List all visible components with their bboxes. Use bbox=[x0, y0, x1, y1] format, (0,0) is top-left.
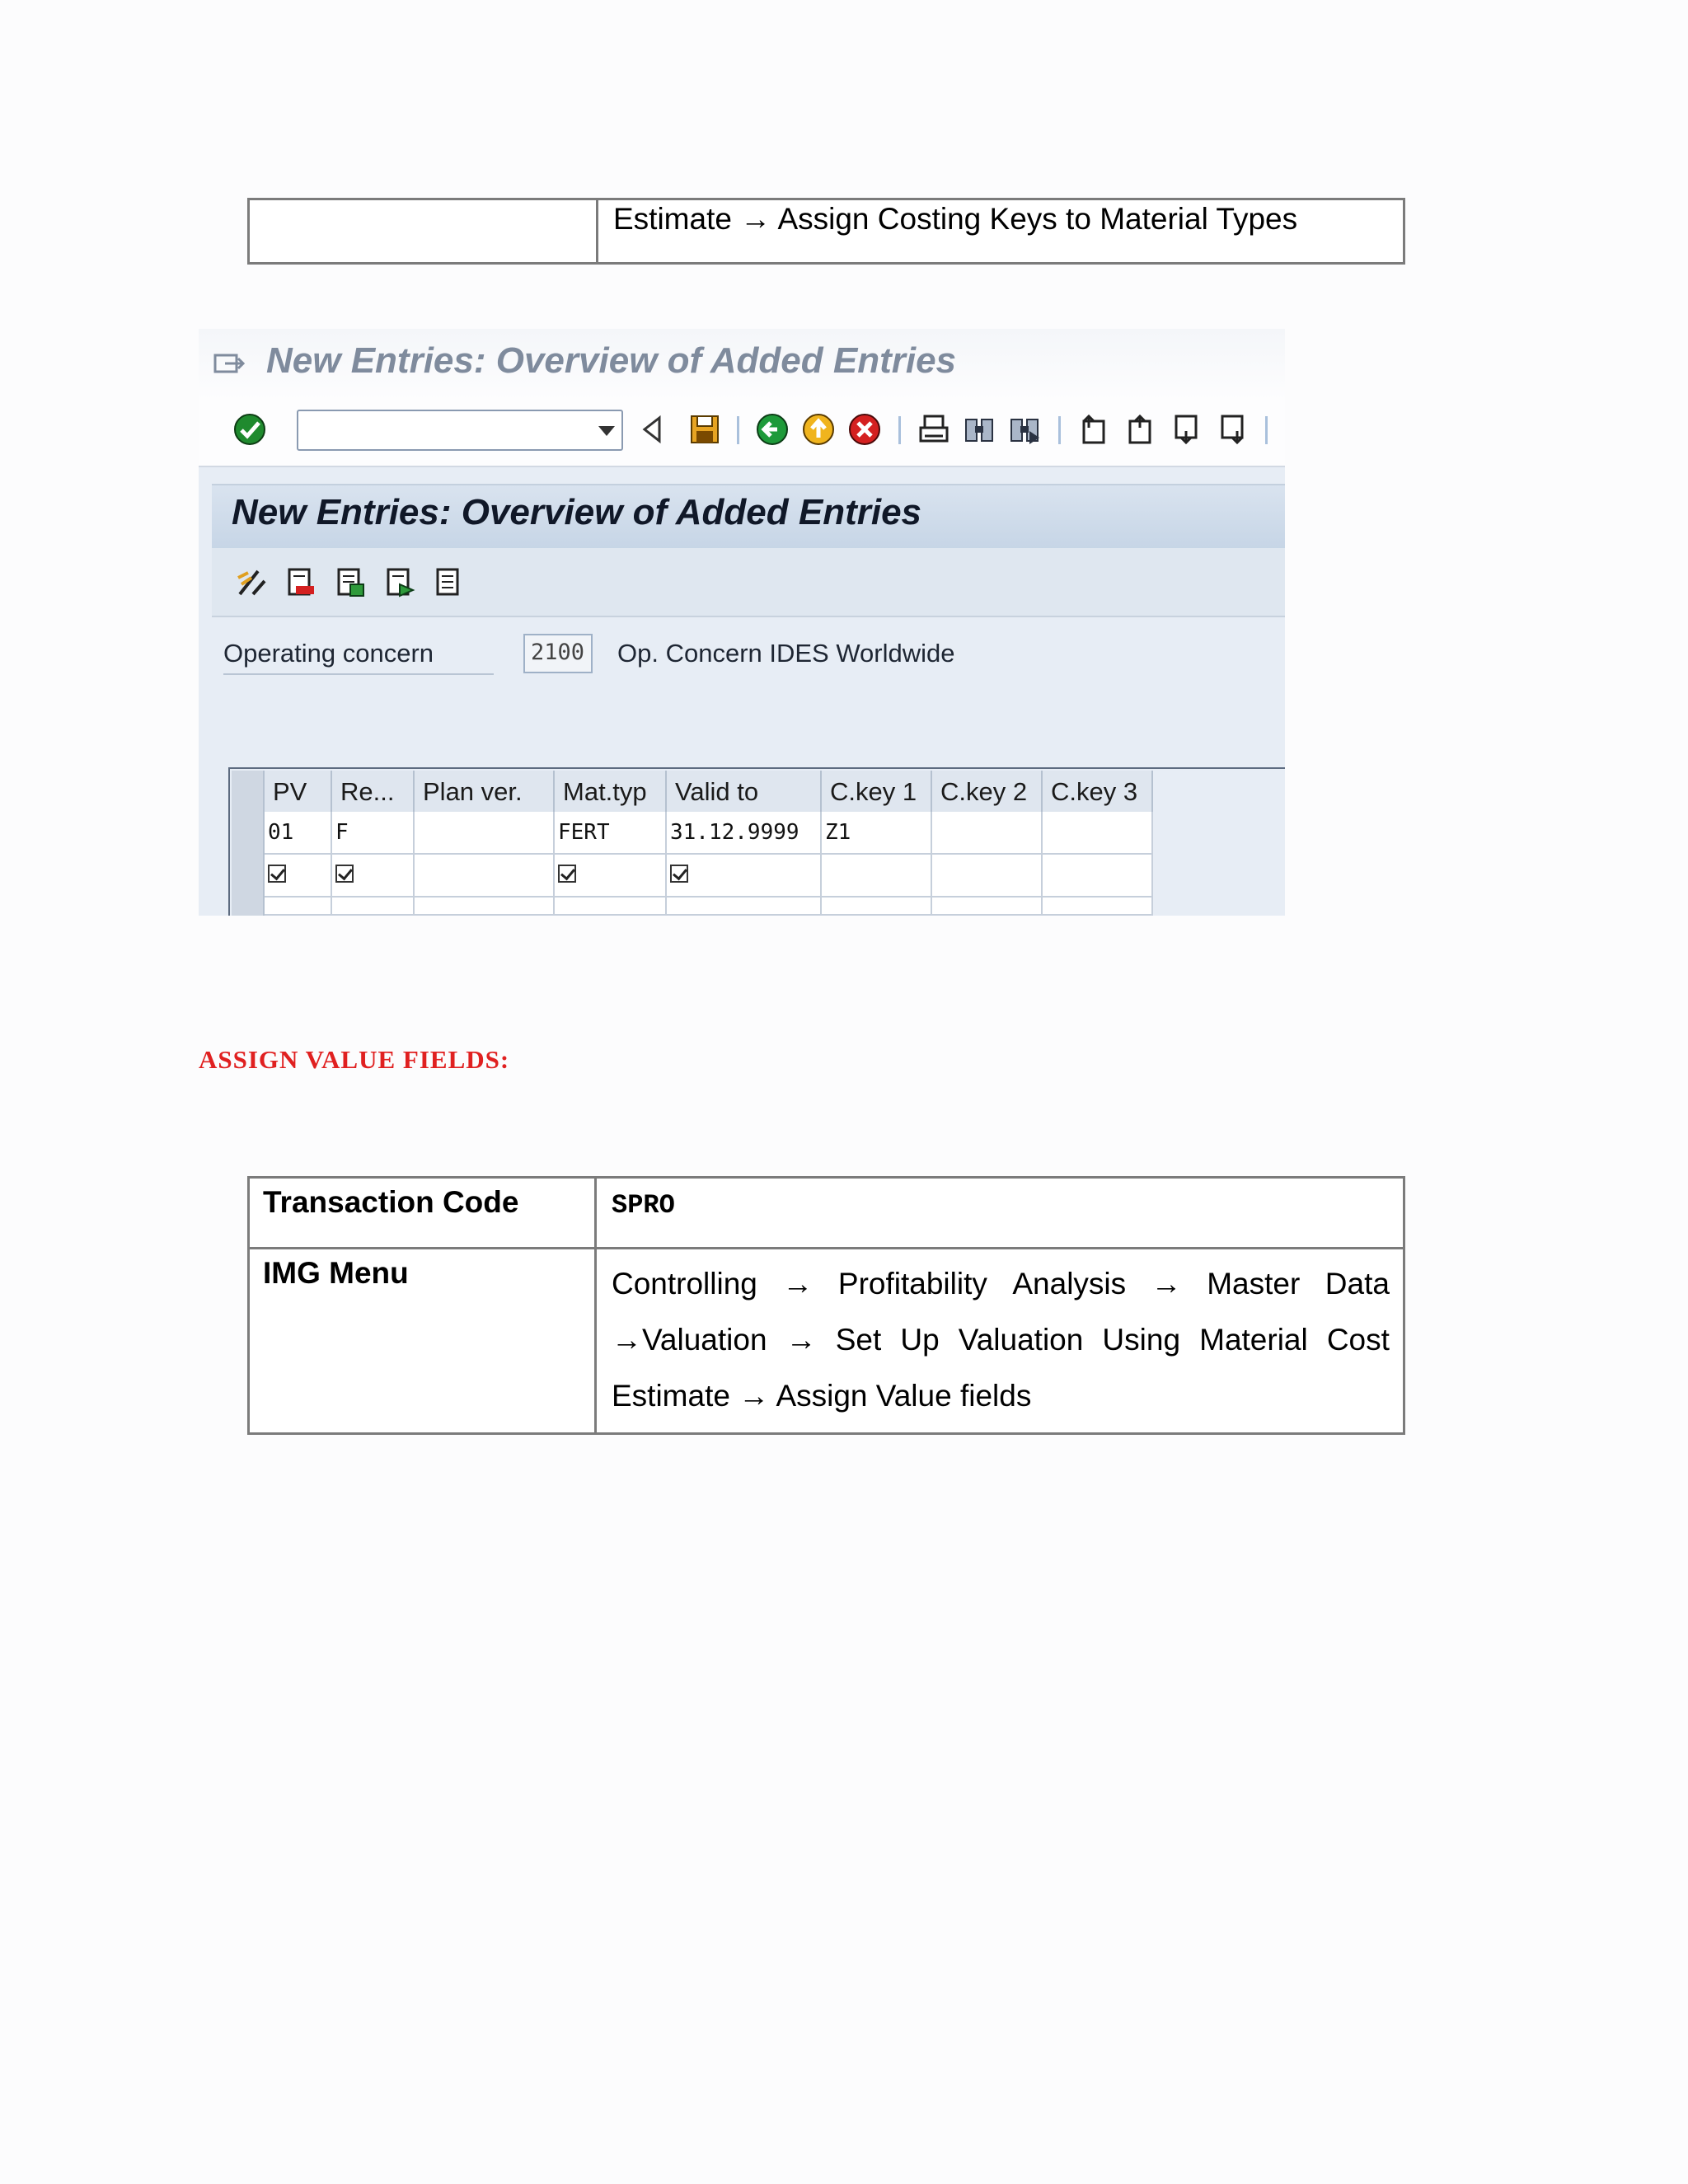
path-word: Analysis bbox=[1012, 1267, 1127, 1301]
screen-header bbox=[212, 484, 1285, 550]
cell-pv[interactable]: 01 bbox=[265, 812, 332, 855]
bottom-table bbox=[247, 1176, 1405, 1435]
find-icon[interactable] bbox=[963, 413, 996, 446]
row-selector[interactable] bbox=[232, 898, 265, 916]
toolbar-separator bbox=[737, 416, 739, 444]
path-word: Master bbox=[1207, 1267, 1301, 1301]
select-all-cell[interactable] bbox=[232, 771, 265, 812]
standard-toolbar bbox=[199, 400, 1285, 467]
path-word: Valuation bbox=[958, 1323, 1084, 1357]
path-word: Profitability bbox=[837, 1267, 987, 1301]
operating-concern-description: Op. Concern IDES Worldwide bbox=[617, 639, 955, 668]
next-page-icon[interactable] bbox=[1170, 413, 1203, 446]
cell-mat-typ[interactable]: FERT bbox=[555, 812, 667, 855]
path-arrow: → bbox=[785, 1323, 817, 1357]
table-left-border bbox=[228, 767, 230, 916]
checkbox-icon bbox=[268, 865, 286, 883]
cell-plan-ver-empty[interactable] bbox=[415, 855, 555, 898]
cell-re[interactable]: F bbox=[332, 812, 415, 855]
cancel-icon[interactable] bbox=[848, 413, 881, 446]
operating-concern-field[interactable]: 2100 bbox=[523, 634, 593, 673]
cell-pv-empty[interactable] bbox=[265, 855, 332, 898]
chevron-down-icon[interactable] bbox=[598, 426, 615, 436]
column-header-valid-to[interactable]: Valid to bbox=[667, 771, 822, 812]
save-icon[interactable] bbox=[688, 413, 721, 446]
table-top-border bbox=[228, 767, 1285, 769]
cell-re-empty[interactable] bbox=[332, 855, 415, 898]
first-page-icon[interactable] bbox=[1077, 413, 1110, 446]
path-arrow: → bbox=[1151, 1267, 1182, 1301]
previous-page-icon[interactable] bbox=[1123, 413, 1156, 446]
cell-plan-ver[interactable] bbox=[415, 812, 555, 855]
title-bar bbox=[199, 329, 1285, 400]
cell-ckey1-empty[interactable] bbox=[822, 855, 932, 898]
path-word: →Valuation bbox=[612, 1323, 767, 1357]
row-selector[interactable] bbox=[232, 812, 265, 855]
screen-title: New Entries: Overview of Added Entries bbox=[232, 492, 922, 532]
display-change-icon[interactable] bbox=[235, 566, 268, 599]
print-icon[interactable] bbox=[917, 413, 950, 446]
path-word: Using bbox=[1102, 1323, 1181, 1357]
label-underline bbox=[223, 673, 494, 675]
window-title: New Entries: Overview of Added Entries bbox=[266, 340, 957, 381]
toolbar-separator bbox=[1265, 416, 1268, 444]
checkbox-icon bbox=[670, 865, 688, 883]
cell-plan-ver-empty[interactable] bbox=[415, 898, 555, 916]
exit-arrow-icon[interactable] bbox=[802, 413, 835, 446]
transaction-code-value-cell bbox=[596, 1178, 1404, 1249]
column-header-re[interactable]: Re... bbox=[332, 771, 415, 812]
select-all-icon[interactable] bbox=[334, 566, 367, 599]
column-header-pv[interactable]: PV bbox=[265, 771, 332, 812]
back-triangle-icon[interactable] bbox=[636, 413, 669, 446]
row-selector[interactable] bbox=[232, 855, 265, 898]
img-menu-path bbox=[596, 1249, 1404, 1434]
img-menu-label: IMG Menu bbox=[249, 1249, 596, 1434]
transaction-code-value: SPRO bbox=[612, 1190, 675, 1221]
path-word: Data bbox=[1325, 1267, 1390, 1301]
path-word: Set bbox=[835, 1323, 882, 1357]
back-icon[interactable] bbox=[756, 413, 789, 446]
cell-mat-typ-empty[interactable] bbox=[555, 855, 667, 898]
cell-valid-to-empty[interactable] bbox=[667, 855, 822, 898]
path-arrow: → bbox=[782, 1267, 814, 1301]
exit-icon[interactable] bbox=[213, 350, 245, 375]
path-word: Up bbox=[900, 1323, 940, 1357]
cell-ckey1-empty[interactable] bbox=[822, 898, 932, 916]
operating-concern-label: Operating concern bbox=[223, 639, 434, 668]
green-check-icon[interactable] bbox=[233, 413, 266, 446]
cell-valid-to-empty[interactable] bbox=[667, 898, 822, 916]
checkbox-icon bbox=[335, 865, 354, 883]
cell-ckey1[interactable]: Z1 bbox=[822, 812, 932, 855]
cell-ckey3-empty[interactable] bbox=[1043, 898, 1153, 916]
select-block-icon[interactable] bbox=[383, 566, 416, 599]
last-page-icon[interactable] bbox=[1216, 413, 1249, 446]
column-header-ckey3[interactable]: C.key 3 bbox=[1043, 771, 1153, 812]
find-next-icon[interactable] bbox=[1008, 413, 1041, 446]
path-word: Controlling bbox=[612, 1267, 757, 1301]
cell-ckey2[interactable] bbox=[932, 812, 1043, 855]
cell-mat-typ-empty[interactable] bbox=[555, 898, 667, 916]
top-table-nav-path: Estimate → Assign Costing Keys to Material Types bbox=[598, 199, 1404, 264]
img-menu-line-3: Estimate → Assign Value fields bbox=[612, 1379, 1032, 1413]
cell-pv-empty[interactable] bbox=[265, 898, 332, 916]
top-table bbox=[247, 198, 1405, 265]
transaction-code-label: Transaction Code bbox=[249, 1178, 596, 1249]
cell-ckey3-empty[interactable] bbox=[1043, 855, 1153, 898]
deselect-all-icon[interactable] bbox=[433, 566, 466, 599]
column-header-plan-ver[interactable]: Plan ver. bbox=[415, 771, 555, 812]
cell-ckey3[interactable] bbox=[1043, 812, 1153, 855]
command-field[interactable] bbox=[297, 410, 623, 451]
img-menu-line-2 bbox=[612, 1312, 1390, 1368]
column-header-ckey2[interactable]: C.key 2 bbox=[932, 771, 1043, 812]
cell-valid-to[interactable]: 31.12.9999 bbox=[667, 812, 822, 855]
column-header-ckey1[interactable]: C.key 1 bbox=[822, 771, 932, 812]
sap-screenshot bbox=[199, 329, 1285, 916]
img-menu-line-1 bbox=[612, 1256, 1390, 1312]
section-heading: ASSIGN VALUE FIELDS: bbox=[199, 1045, 510, 1074]
application-toolbar bbox=[212, 548, 1285, 617]
path-word: Cost bbox=[1326, 1323, 1390, 1357]
cell-re-empty[interactable] bbox=[332, 898, 415, 916]
top-table-empty-cell bbox=[249, 199, 598, 264]
toolbar-separator bbox=[898, 416, 901, 444]
cell-ckey2-empty[interactable] bbox=[932, 855, 1043, 898]
delete-row-icon[interactable] bbox=[284, 566, 317, 599]
checkbox-icon bbox=[558, 865, 576, 883]
column-header-mat-typ[interactable]: Mat.typ bbox=[555, 771, 667, 812]
toolbar-separator bbox=[1058, 416, 1061, 444]
cell-ckey2-empty[interactable] bbox=[932, 898, 1043, 916]
entries-table bbox=[228, 767, 1285, 916]
path-word: Material bbox=[1199, 1323, 1308, 1357]
